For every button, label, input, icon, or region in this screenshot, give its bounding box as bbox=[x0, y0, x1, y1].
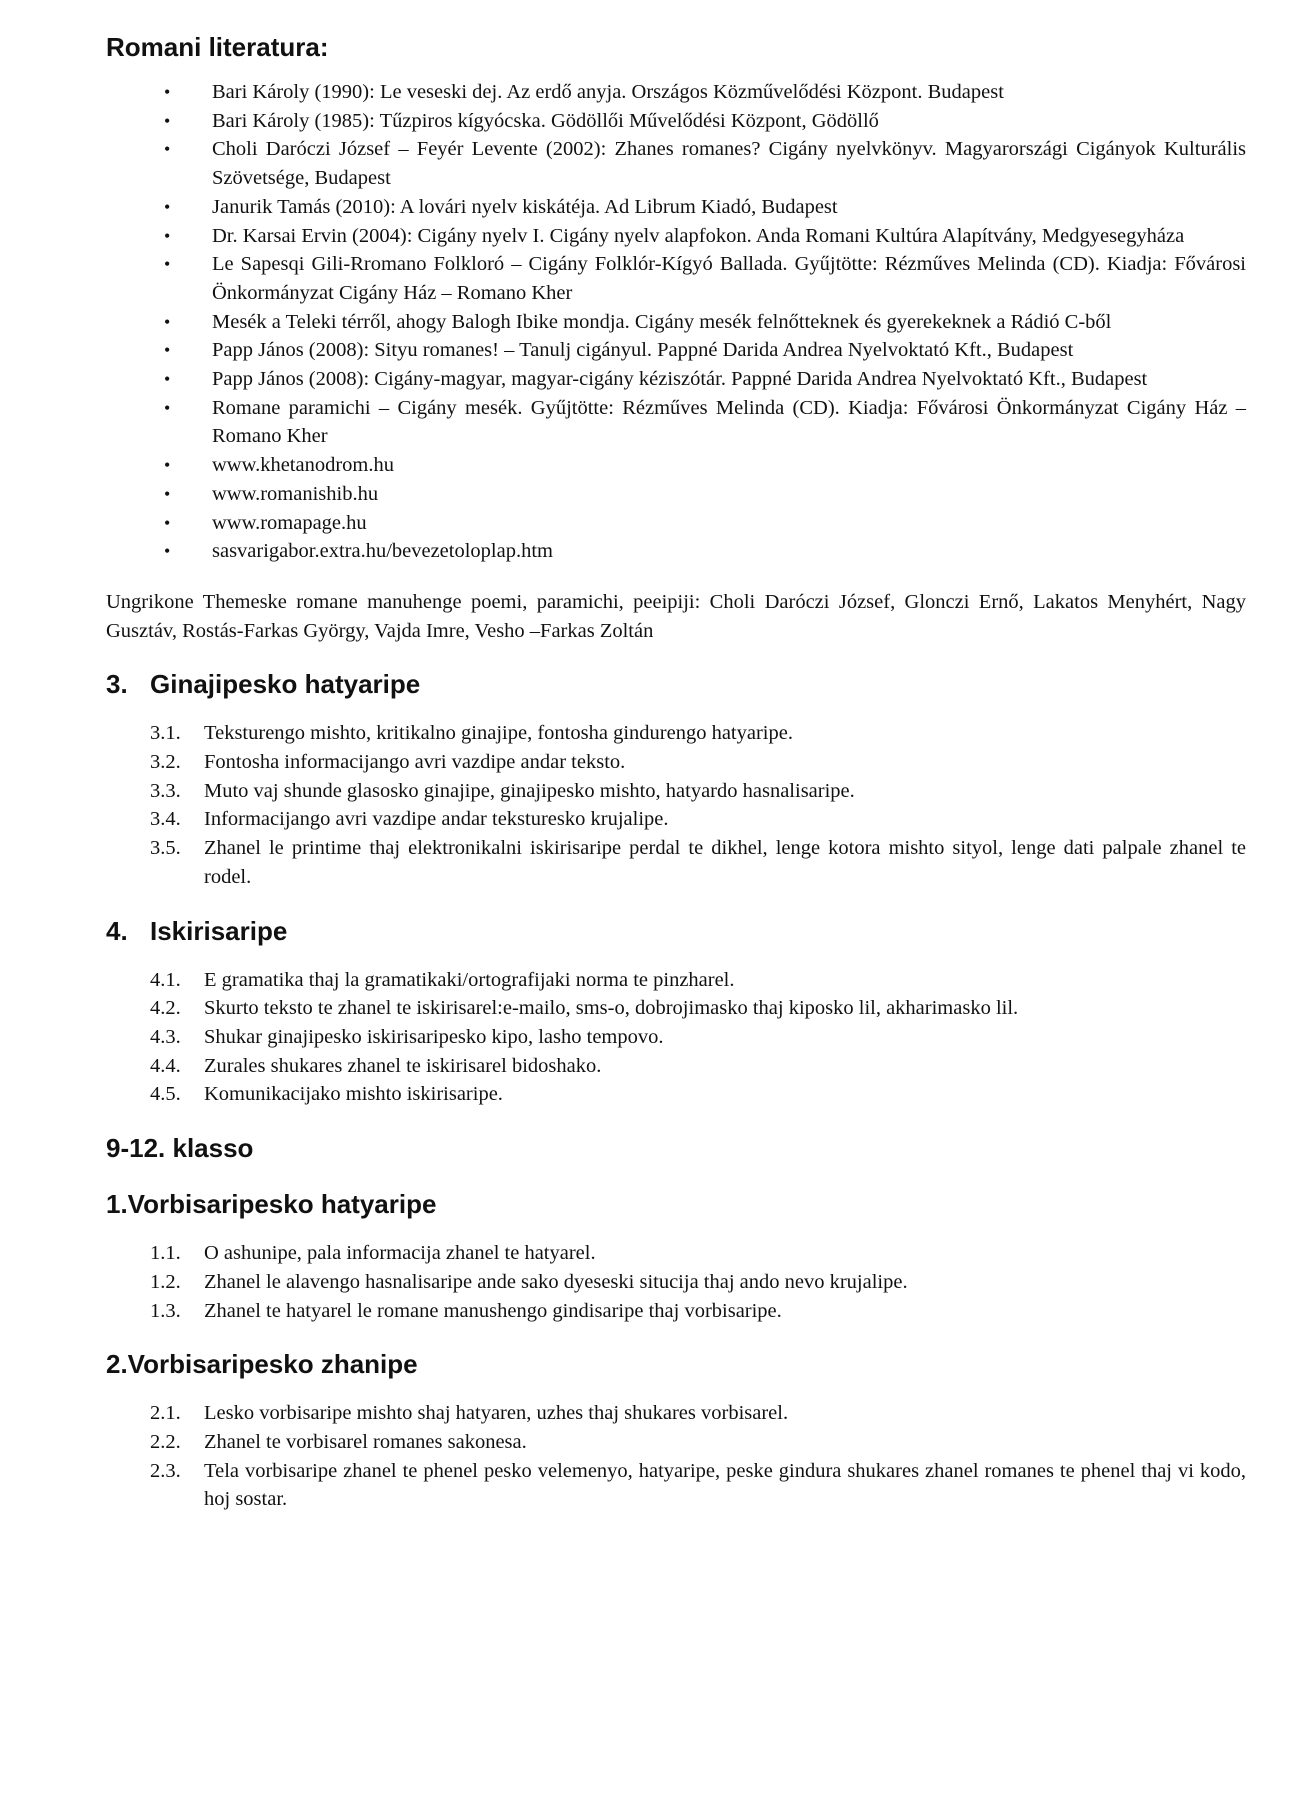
item-number: 3.1. bbox=[150, 722, 181, 745]
item-text: O ashunipe, pala informacija zhanel te hatyarel. bbox=[204, 1242, 596, 1265]
item-text: Muto vaj shunde glasosko ginajipe, ginajipesko mishto, hatyardo hasnalisaripe. bbox=[204, 779, 855, 802]
section-2-heading: 2.Vorbisaripesko zhanipe bbox=[106, 1349, 418, 1380]
section-2-list bbox=[106, 1399, 1246, 1514]
list-item bbox=[106, 1052, 1246, 1081]
list-item bbox=[106, 748, 1246, 777]
list-item bbox=[106, 1023, 1246, 1052]
item-text: Tela vorbisaripe zhanel te phenel pesko velemenyo, hatyaripe, peske gindura shukares zhanel romanes te phenel thaj vi kodo, hoj sostar. bbox=[204, 1459, 1246, 1511]
item-number: 2.1. bbox=[150, 1402, 181, 1425]
item-text: E gramatika thaj la gramatikaki/ortografijaki norma te pinzharel. bbox=[204, 968, 735, 991]
section-4-number: 4. bbox=[106, 915, 128, 946]
reference-item: • www.khetanodrom.hu bbox=[106, 451, 1246, 480]
list-item bbox=[106, 1297, 1246, 1326]
document-page bbox=[106, 30, 1246, 1514]
list-item bbox=[106, 1428, 1246, 1457]
item-number: 4.3. bbox=[150, 1025, 181, 1048]
item-text: Zhanel le printime thaj elektronikalni iskirisaripe perdal te dikhel, lenge kotora mishto sityol, lenge dati palpale zhanel te rodel. bbox=[204, 837, 1246, 888]
item-number: 3.5. bbox=[150, 837, 181, 860]
authors-note: Ungrikone Themeske romane manuhenge poemi, paramichi, peeipiji: Choli Daróczi József, Glonczi Ernő, Lakatos Menyhért, Nagy Gusztáv, Rostás-Farkas György, Vajda Imre, Vesho –Farkas Zoltán bbox=[106, 590, 1246, 642]
reference-item: • Mesék a Teleki térről, ahogy Balogh Ibike mondja. Cigány mesék felnőtteknek és gyerekeknek a Rádió C-ből bbox=[106, 308, 1246, 337]
item-text: Shukar ginajipesko iskirisaripesko kipo, lasho tempovo. bbox=[204, 1025, 664, 1048]
reference-item: • Papp János (2008): Cigány-magyar, magyar-cigány kéziszótár. Pappné Darida Andrea Nyelvoktató Kft., Budapest bbox=[106, 365, 1246, 394]
section-1-heading: 1.Vorbisaripesko hatyaripe bbox=[106, 1189, 437, 1220]
item-text: Zurales shukares zhanel te iskirisarel bidoshako. bbox=[204, 1054, 602, 1077]
list-item bbox=[106, 719, 1246, 748]
reference-item: • www.romapage.hu bbox=[106, 509, 1246, 538]
item-number: 1.1. bbox=[150, 1242, 181, 1265]
list-item bbox=[106, 994, 1246, 1023]
item-number: 2.2. bbox=[150, 1430, 181, 1453]
list-item bbox=[106, 777, 1246, 806]
item-number: 1.3. bbox=[150, 1299, 181, 1322]
reference-item: • sasvarigabor.extra.hu/bevezetoloplap.htm bbox=[106, 537, 1246, 566]
romani-literatura-heading: Romani literatura: bbox=[106, 32, 329, 62]
list-item bbox=[106, 1399, 1246, 1428]
item-number: 3.2. bbox=[150, 751, 181, 774]
reference-item: • Bari Károly (1990): Le veseski dej. Az erdő anyja. Országos Közművelődési Központ. Budapest bbox=[106, 78, 1246, 107]
section-4-list bbox=[106, 966, 1246, 1110]
list-item bbox=[106, 834, 1246, 891]
reference-item: • Papp János (2008): Sityu romanes! – Tanulj cigányul. Pappné Darida Andrea Nyelvoktató Kft., Budapest bbox=[106, 336, 1246, 365]
list-item bbox=[106, 805, 1246, 834]
item-number: 1.2. bbox=[150, 1270, 181, 1293]
item-text: Komunikacijako mishto iskirisaripe. bbox=[204, 1083, 503, 1106]
section-4-heading bbox=[106, 914, 1246, 948]
klasso-heading: 9-12. klasso bbox=[106, 1133, 254, 1164]
item-text: Zhanel te vorbisarel romanes sakonesa. bbox=[204, 1430, 527, 1453]
list-item bbox=[106, 1080, 1246, 1109]
list-item bbox=[106, 1268, 1246, 1297]
item-number: 3.3. bbox=[150, 779, 181, 802]
reference-item: • Romane paramichi – Cigány mesék. Gyűjtötte: Rézműves Melinda (CD). Kiadja: Fővárosi Önkormányzat Cigány Ház – Romano Kher bbox=[106, 394, 1246, 451]
reference-item: • www.romanishib.hu bbox=[106, 480, 1246, 509]
reference-item: • Bari Károly (1985): Tűzpiros kígyócska. Gödöllői Művelődési Központ, Gödöllő bbox=[106, 107, 1246, 136]
reference-list bbox=[106, 78, 1246, 566]
reference-item: • Le Sapesqi Gili-Rromano Folkloró – Cigány Folklór-Kígyó Ballada. Gyűjtötte: Rézműves Melinda (CD). Kiadja: Fővárosi Önkormányzat Cigány Ház – Romano Kher bbox=[106, 250, 1246, 307]
reference-item: • Janurik Tamás (2010): A lovári nyelv kiskátéja. Ad Librum Kiadó, Budapest bbox=[106, 193, 1246, 222]
item-number: 4.1. bbox=[150, 968, 181, 991]
item-text: Teksturengo mishto, kritikalno ginajipe, fontosha gindurengo hatyaripe. bbox=[204, 722, 793, 745]
list-item bbox=[106, 1239, 1246, 1268]
section-3-heading bbox=[106, 667, 1246, 701]
item-number: 3.4. bbox=[150, 808, 181, 831]
item-text: Zhanel le alavengo hasnalisaripe ande sako dyeseski situcija thaj ando nevo krujalipe. bbox=[204, 1270, 908, 1293]
section-3-list bbox=[106, 719, 1246, 891]
item-text: Informacijango avri vazdipe andar teksturesko krujalipe. bbox=[204, 808, 669, 831]
section-4-title: Iskirisaripe bbox=[150, 915, 288, 946]
reference-item: • Choli Daróczi József – Feyér Levente (2002): Zhanes romanes? Cigány nyelvkönyv. Magyarországi Cigányok Kulturális Szövetsége, Budapest bbox=[106, 135, 1246, 192]
list-item bbox=[106, 966, 1246, 995]
item-text: Lesko vorbisaripe mishto shaj hatyaren, uzhes thaj shukares vorbisarel. bbox=[204, 1402, 789, 1425]
section-3-number: 3. bbox=[106, 669, 128, 700]
item-number: 4.4. bbox=[150, 1054, 181, 1077]
section-1-list bbox=[106, 1239, 1246, 1325]
section-3-title: Ginajipesko hatyaripe bbox=[150, 669, 421, 700]
list-item bbox=[106, 1457, 1246, 1514]
item-number: 2.3. bbox=[150, 1459, 181, 1482]
item-number: 4.2. bbox=[150, 997, 181, 1020]
item-text: Skurto teksto te zhanel te iskirisarel:e-mailo, sms-o, dobrojimasko thaj kiposko lil, akharimasko lil. bbox=[204, 997, 1019, 1020]
item-text: Zhanel te hatyarel le romane manushengo gindisaripe thaj vorbisaripe. bbox=[204, 1299, 782, 1322]
item-number: 4.5. bbox=[150, 1083, 181, 1106]
reference-item: • Dr. Karsai Ervin (2004): Cigány nyelv I. Cigány nyelv alapfokon. Anda Romani Kultúra Alapítvány, Medgyesegyháza bbox=[106, 222, 1246, 251]
item-text: Fontosha informacijango avri vazdipe andar teksto. bbox=[204, 751, 626, 774]
